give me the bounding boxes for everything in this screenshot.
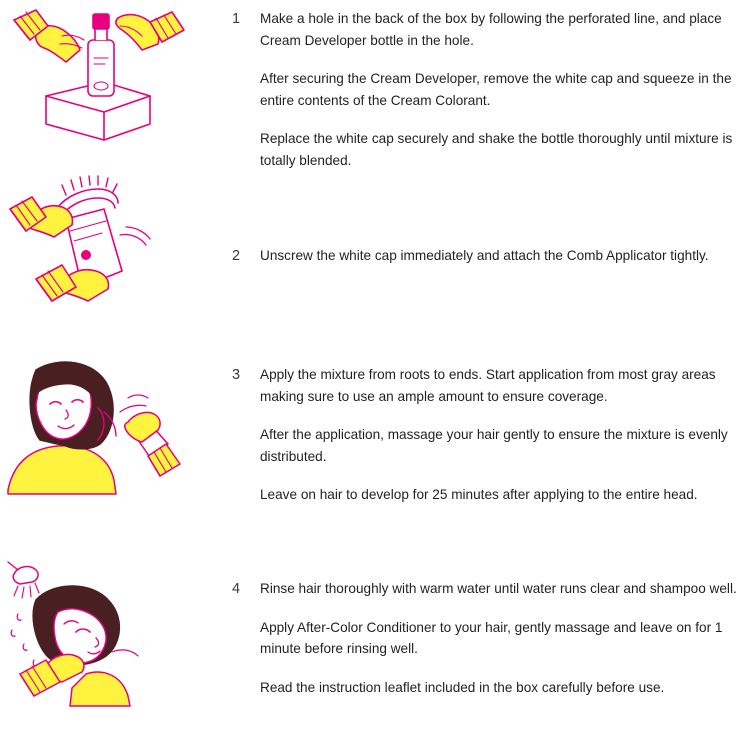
step-1 — [0, 8, 744, 171]
step-text-1 — [260, 8, 744, 171]
step-1-paragraph-1: Make a hole in the back of the box by following the perforated line, and place Cream Developer bottle in the hole. — [260, 11, 722, 48]
step-4-paragraph-2: Apply After-Color Conditioner to your hair, gently massage and leave on for 1 minute before rinsing well. — [260, 619, 723, 656]
step-text-2 — [260, 245, 744, 267]
step-1-paragraph-3: Replace the white cap securely and shake the bottle thoroughly until mixture is totally blended. — [260, 131, 733, 168]
step-3 — [0, 364, 744, 506]
step-number-1: 1 — [232, 11, 241, 27]
step-text-3 — [260, 364, 744, 506]
step-number-4: 4 — [232, 581, 241, 597]
step-3-paragraph-2: After the application, massage your hair gently to ensure the mixture is evenly distributed. — [260, 427, 728, 464]
step-4-paragraph-3: Read the instruction leaflet included in the box carefully before use. — [260, 679, 665, 695]
step-4-paragraph-1: Rinse hair thoroughly with warm water until water runs clear and shampoo well. — [260, 581, 737, 596]
step-4 — [0, 578, 744, 698]
step-3-paragraph-3: Leave on hair to develop for 25 minutes after applying to the entire head. — [260, 487, 698, 502]
step-number-2: 2 — [232, 248, 241, 264]
step-2-paragraph-1: Unscrew the white cap immediately and attach the Comb Applicator tightly. — [260, 248, 709, 263]
step-2 — [0, 245, 744, 267]
step-1-paragraph-2: After securing the Cream Developer, remove the white cap and squeeze in the entire contents of the Cream Colorant. — [260, 71, 732, 108]
step-3-paragraph-1: Apply the mixture from roots to ends. Start application from most gray areas making sure to use an ample amount to ensure coverage. — [260, 367, 716, 404]
step-number-3: 3 — [232, 367, 241, 383]
step-text-4 — [260, 578, 744, 698]
